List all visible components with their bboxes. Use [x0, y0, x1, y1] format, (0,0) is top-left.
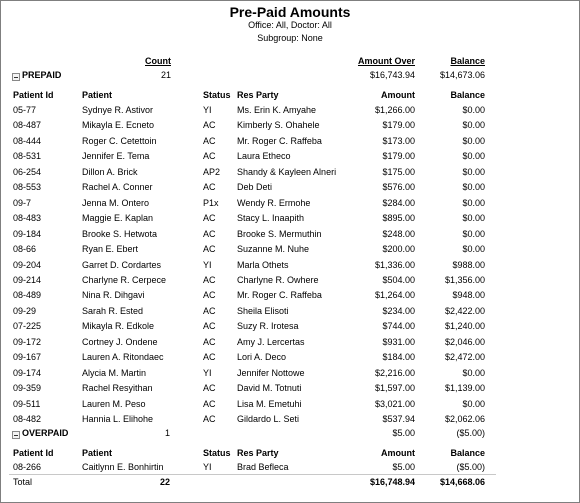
cell-amount: $3,021.00: [374, 398, 415, 409]
cell-patient-id: 06-254: [13, 166, 42, 177]
table-row[interactable]: [1, 213, 579, 224]
group-balance-overpaid: ($5.00): [456, 428, 485, 438]
cell-patient-id: 09-29: [13, 305, 37, 316]
cell-res-party: Suzanne M. Nuhe: [237, 244, 310, 255]
cell-res-party: Amy J. Lercertas: [237, 336, 305, 347]
total-divider: [9, 474, 496, 475]
cell-status: AC: [203, 120, 216, 131]
col-patient-id: Patient Id: [13, 90, 54, 100]
cell-res-party: David M. Totnuti: [237, 383, 302, 394]
cell-balance: $0.00: [462, 105, 485, 115]
cell-patient: Jennifer E. Tema: [82, 151, 150, 162]
table-row[interactable]: [1, 352, 579, 363]
table-row[interactable]: [1, 306, 579, 317]
cell-amount: $173.00: [382, 135, 415, 146]
cell-res-party: Jennifer Nottowe: [237, 367, 305, 378]
cell-patient: Caitlynn E. Bonhirtin: [82, 462, 164, 472]
cell-patient-id: 07-225: [13, 321, 42, 332]
col-patient: Patient: [82, 90, 113, 100]
table-row[interactable]: [1, 462, 579, 473]
cell-amount: $744.00: [382, 321, 415, 332]
cell-amount: $2,216.00: [374, 367, 415, 378]
summary-balance-header: Balance: [450, 56, 485, 66]
cell-status: AC: [203, 398, 216, 409]
cell-patient: Lauren M. Peso: [82, 398, 146, 409]
cell-balance: $2,062.06: [444, 414, 485, 424]
cell-res-party: Stacy L. Inaapith: [237, 213, 305, 224]
cell-res-party: Gildardo L. Seti: [237, 414, 300, 424]
group-amount-over-overpaid: $5.00: [392, 428, 415, 438]
cell-patient-id: 09-214: [13, 274, 42, 285]
cell-patient-id: 08-489: [13, 290, 42, 301]
cell-status: AC: [203, 228, 216, 239]
total-label: Total: [13, 477, 33, 487]
cell-patient-id: 09-172: [13, 336, 42, 347]
cell-amount: $576.00: [382, 182, 415, 193]
group-balance-prepaid: $14,673.06: [439, 70, 485, 80]
cell-balance: $0.00: [462, 213, 485, 224]
cell-res-party: Charlyne R. Owhere: [237, 274, 319, 285]
cell-patient: Charlyne R. Cerpece: [82, 274, 167, 285]
cell-patient: Lauren A. Ritondaec: [82, 352, 164, 363]
cell-patient: Dillon A. Brick: [82, 166, 138, 177]
table-row[interactable]: [1, 337, 579, 348]
cell-res-party: Shandy & Kayleen Alneri: [237, 166, 337, 177]
cell-amount: $5.00: [392, 462, 415, 472]
collapse-prepaid-icon[interactable]: [12, 73, 20, 81]
cell-patient: Alycia M. Martin: [82, 367, 147, 378]
col-status: Status: [203, 448, 231, 458]
cell-patient: Jenna M. Ontero: [82, 197, 150, 208]
cell-balance: $0.00: [462, 151, 485, 162]
cell-patient-id: 08-266: [13, 462, 42, 472]
cell-amount: $179.00: [382, 120, 415, 131]
cell-patient-id: 09-174: [13, 367, 42, 378]
col-patient: Patient: [82, 448, 113, 458]
table-row[interactable]: [1, 182, 579, 193]
cell-patient-id: 08-482: [13, 414, 42, 424]
cell-amount: $284.00: [382, 197, 415, 208]
cell-patient: Brooke S. Hetwota: [82, 228, 158, 239]
table-row[interactable]: [1, 120, 579, 131]
cell-res-party: Mr. Roger C. Raffeba: [237, 290, 322, 301]
summary-count-header: Count: [145, 56, 171, 66]
cell-balance: $0.00: [462, 244, 485, 255]
cell-amount: $1,264.00: [374, 290, 415, 301]
col-amount: Amount: [381, 448, 415, 458]
table-row[interactable]: [1, 260, 579, 271]
cell-status: AC: [203, 414, 216, 424]
cell-balance: $0.00: [462, 120, 485, 131]
cell-res-party: Brooke S. Mermuthin: [237, 228, 322, 239]
table-row[interactable]: [1, 229, 579, 240]
cell-patient-id: 05-77: [13, 105, 37, 115]
cell-amount: $1,597.00: [374, 383, 415, 394]
group-name-prepaid: PREPAID: [22, 70, 62, 80]
cell-amount: $1,266.00: [374, 105, 415, 115]
collapse-overpaid-icon[interactable]: [12, 431, 20, 439]
cell-balance: $2,422.00: [444, 305, 485, 316]
cell-amount: $931.00: [382, 336, 415, 347]
cell-res-party: Mr. Roger C. Raffeba: [237, 135, 322, 146]
cell-patient: Nina R. Dihgavi: [82, 290, 145, 301]
cell-status: AC: [203, 305, 216, 316]
cell-patient-id: 09-204: [13, 259, 42, 270]
report-subgroup-line: Subgroup: None: [257, 33, 323, 43]
cell-status: AC: [203, 244, 216, 255]
cell-res-party: Laura Etheco: [237, 151, 291, 162]
cell-patient: Garret D. Cordartes: [82, 259, 162, 270]
cell-patient: Ryan E. Ebert: [82, 244, 139, 255]
cell-status: AC: [203, 321, 216, 332]
cell-patient-id: 09-167: [13, 352, 42, 363]
cell-balance: $0.00: [462, 182, 485, 193]
cell-res-party: Ms. Erin K. Amyahe: [237, 105, 317, 115]
cell-status: AC: [203, 213, 216, 224]
cell-balance: $0.00: [462, 197, 485, 208]
cell-res-party: Sheila Elisoti: [237, 305, 289, 316]
report-filter-line: Office: All, Doctor: All: [248, 20, 332, 30]
cell-patient: Rachel Resyithan: [82, 383, 153, 394]
table-row[interactable]: [1, 151, 579, 162]
column-header-overpaid: [1, 448, 579, 459]
cell-amount: $1,336.00: [374, 259, 415, 270]
cell-patient: Sarah R. Ested: [82, 305, 144, 316]
col-res-party: Res Party: [237, 90, 279, 100]
cell-amount: $895.00: [382, 213, 415, 224]
cell-patient: Mikayla R. Edkole: [82, 321, 155, 332]
cell-balance: $988.00: [452, 259, 485, 270]
cell-amount: $200.00: [382, 244, 415, 255]
cell-status: P1x: [203, 197, 219, 208]
cell-res-party: Marla Othets: [237, 259, 289, 270]
cell-balance: $1,139.00: [444, 383, 485, 394]
cell-patient-id: 09-511: [13, 398, 41, 409]
cell-patient-id: 08-66: [13, 244, 37, 255]
cell-amount: $179.00: [382, 151, 415, 162]
cell-balance: $0.00: [462, 367, 485, 378]
table-row[interactable]: [1, 414, 579, 425]
cell-status: AC: [203, 336, 216, 347]
summary-amount-over-header: Amount Over: [357, 56, 415, 66]
cell-balance: ($5.00): [456, 462, 485, 472]
group-count-overpaid: 1: [165, 428, 171, 438]
cell-status: AC: [203, 151, 216, 162]
cell-status: YI: [203, 462, 212, 472]
cell-amount: $234.00: [382, 305, 415, 316]
cell-patient: Mikayla E. Ecneto: [82, 120, 155, 131]
table-row[interactable]: [1, 105, 579, 116]
cell-patient-id: 08-483: [13, 213, 42, 224]
cell-status: AC: [203, 383, 216, 394]
report-title: Pre-Paid Amounts: [229, 4, 351, 20]
cell-patient-id: 09-359: [13, 383, 42, 394]
group-name-overpaid: OVERPAID: [22, 428, 69, 438]
table-row[interactable]: [1, 383, 579, 394]
cell-balance: $1,356.00: [444, 274, 485, 285]
total-amount-over: $16,748.94: [369, 477, 415, 487]
cell-amount: $175.00: [382, 166, 415, 177]
cell-balance: $0.00: [462, 398, 485, 409]
cell-amount: $248.00: [382, 228, 415, 239]
cell-patient-id: 08-531: [13, 151, 42, 162]
cell-status: YI: [203, 259, 212, 270]
cell-patient: Maggie E. Kaplan: [82, 213, 154, 224]
table-row[interactable]: [1, 368, 579, 379]
cell-balance: $948.00: [452, 290, 485, 301]
table-row[interactable]: [1, 399, 579, 410]
cell-status: AP2: [203, 166, 221, 177]
cell-res-party: Wendy R. Ermohe: [237, 197, 311, 208]
cell-status: AC: [203, 182, 216, 193]
col-amount: Amount: [381, 90, 415, 100]
cell-balance: $0.00: [462, 166, 485, 177]
cell-balance: $0.00: [462, 228, 485, 239]
cell-res-party: Lisa M. Emetuhi: [237, 398, 302, 409]
cell-status: AC: [203, 352, 216, 363]
cell-patient: Rachel A. Conner: [82, 182, 153, 193]
cell-patient-id: 09-184: [13, 228, 42, 239]
cell-patient: Hannia L. Elihohe: [82, 414, 154, 424]
group-count-prepaid: 21: [161, 70, 172, 80]
col-res-party: Res Party: [237, 448, 279, 458]
cell-res-party: Suzy R. Irotesa: [237, 321, 299, 332]
cell-patient: Sydnye R. Astivor: [82, 105, 154, 115]
cell-patient-id: 09-7: [13, 197, 32, 208]
cell-status: YI: [203, 367, 212, 378]
total-balance: $14,668.06: [439, 477, 485, 487]
cell-res-party: Kimberly S. Ohahele: [237, 120, 320, 131]
cell-balance: $0.00: [462, 135, 485, 146]
table-row[interactable]: [1, 275, 579, 286]
cell-status: YI: [203, 105, 212, 115]
col-status: Status: [203, 90, 231, 100]
cell-amount: $537.94: [382, 414, 415, 424]
cell-balance: $1,240.00: [444, 321, 485, 332]
col-balance: Balance: [450, 90, 485, 100]
col-balance: Balance: [450, 448, 485, 458]
column-header-prepaid: [1, 90, 579, 101]
cell-patient-id: 08-553: [13, 182, 42, 193]
cell-patient-id: 08-487: [13, 120, 42, 131]
cell-res-party: Deb Deti: [237, 182, 273, 193]
cell-status: AC: [203, 274, 216, 285]
cell-status: AC: [203, 135, 216, 146]
table-row[interactable]: [1, 198, 579, 209]
table-row[interactable]: [1, 321, 579, 332]
col-patient-id: Patient Id: [13, 448, 54, 458]
cell-balance: $2,046.00: [444, 336, 485, 347]
table-row[interactable]: [1, 167, 579, 178]
table-row[interactable]: [1, 290, 579, 301]
cell-res-party: Brad Befleca: [237, 462, 289, 472]
table-row[interactable]: [1, 136, 579, 147]
cell-patient: Roger C. Cetettoin: [82, 135, 157, 146]
cell-res-party: Lori A. Deco: [237, 352, 287, 363]
total-count: 22: [160, 477, 171, 487]
group-amount-over-prepaid: $16,743.94: [369, 70, 415, 80]
cell-patient: Cortney J. Ondene: [82, 336, 158, 347]
cell-balance: $2,472.00: [444, 352, 485, 363]
cell-patient-id: 08-444: [13, 135, 42, 146]
table-row[interactable]: [1, 244, 579, 255]
cell-amount: $504.00: [382, 274, 415, 285]
cell-status: AC: [203, 290, 216, 301]
cell-amount: $184.00: [382, 352, 415, 363]
